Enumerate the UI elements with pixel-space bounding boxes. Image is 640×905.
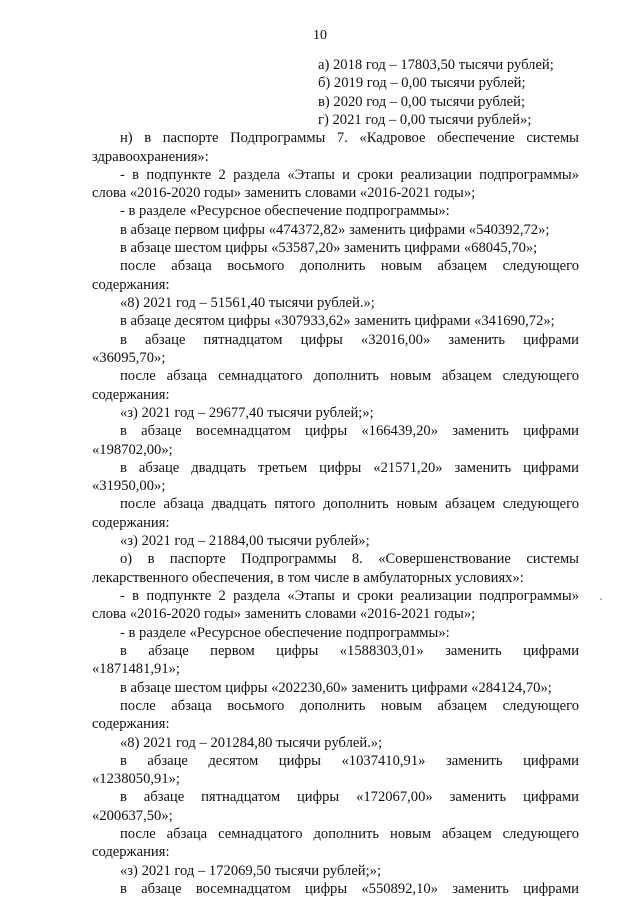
text-line: н) в паспорте Подпрограммы 7. «Кадровое обеспечение системы [120,130,579,146]
text-line: «200637,50»; [92,808,173,824]
text-line: в абзаце десятом цифры «1037410,91» заменить цифрами [120,753,579,769]
text-line: «198702,00»; [92,442,173,458]
text-line: в абзаце пятнадцатом цифры «32016,00» заменить цифрами [120,332,579,348]
text-line: - в подпункте 2 раздела «Этапы и сроки реализации подпрограммы» [120,588,579,604]
text-line: в абзаце шестом цифры «202230,60» заменить цифрами «284124,70»; [120,680,552,696]
text-line: - в разделе «Ресурсное обеспечение подпрограммы»: [120,203,450,219]
page-number: 10 [313,28,327,43]
text-line: в абзаце десятом цифры «307933,62» заменить цифрами «341690,72»; [120,313,555,329]
text-line: содержания: [92,716,170,732]
text-line: после абзаца семнадцатого дополнить новым абзацем следующего [120,368,579,384]
text-line: в абзаце шестом цифры «53587,20» заменить цифрами «68045,70»; [120,240,538,256]
text-line: содержания: [92,387,170,403]
text-line: после абзаца восьмого дополнить новым абзацем следующего [120,258,579,274]
text-line: о) в паспорте Подпрограммы 8. «Совершенствование системы [120,551,579,567]
text-line: слова «2016-2020 годы» заменить словами «2016-2021 годы»; [92,606,476,622]
text-line: - в подпункте 2 раздела «Этапы и сроки реализации подпрограммы» [120,167,579,183]
text-line: содержания: [92,844,170,860]
text-line: а) 2018 год – 17803,50 тысячи рублей; [318,57,554,73]
text-line: «36095,70»; [92,350,166,366]
text-line: после абзаца двадцать пятого дополнить новым абзацем следующего [120,496,579,512]
text-line: в абзаце двадцать третьем цифры «21571,20» заменить цифрами [120,460,579,476]
text-line: в) 2020 год – 0,00 тысячи рублей; [318,94,526,110]
text-line: «8) 2021 год – 201284,80 тысячи рублей.»; [120,735,383,751]
text-line: в абзаце пятнадцатом цифры «172067,00» заменить цифрами [120,789,579,805]
text-line: после абзаца семнадцатого дополнить новым абзацем следующего [120,826,579,842]
text-line: содержания: [92,515,170,531]
text-line: в абзаце восемнадцатом цифры «166439,20» заменить цифрами [120,423,579,439]
text-line: «1238050,91»; [92,771,180,787]
text-line: «31950,00»; [92,478,166,494]
text-line: г) 2021 год – 0,00 тысячи рублей»; [318,112,532,128]
text-line: слова «2016-2020 годы» заменить словами «2016-2021 годы»; [92,185,476,201]
text-line: содержания: [92,277,170,293]
text-line: «1871481,91»; [92,661,180,677]
text-line: «з) 2021 год – 172069,50 тысячи рублей;»; [120,863,382,879]
text-line: б) 2019 год – 0,00 тысячи рублей; [318,75,526,91]
text-line: после абзаца восьмого дополнить новым абзацем следующего [120,698,579,714]
text-line: - в разделе «Ресурсное обеспечение подпрограммы»: [120,625,450,641]
scan-speck [600,598,602,600]
text-line: «з) 2021 год – 29677,40 тысячи рублей;»; [120,405,374,421]
text-line: «з) 2021 год – 21884,00 тысячи рублей»; [120,533,370,549]
text-line: в абзаце первом цифры «1588303,01» заменить цифрами [120,643,579,659]
text-line: в абзаце первом цифры «474372,82» заменить цифрами «540392,72»; [120,222,550,238]
text-line: в абзаце восемнадцатом цифры «550892,10» заменить цифрами [120,881,579,897]
text-line: лекарственного обеспечения, в том числе в амбулаторных условиях»: [92,570,524,586]
text-line: здравоохранения»: [92,149,209,165]
text-line: «8) 2021 год – 51561,40 тысячи рублей.»; [120,295,375,311]
